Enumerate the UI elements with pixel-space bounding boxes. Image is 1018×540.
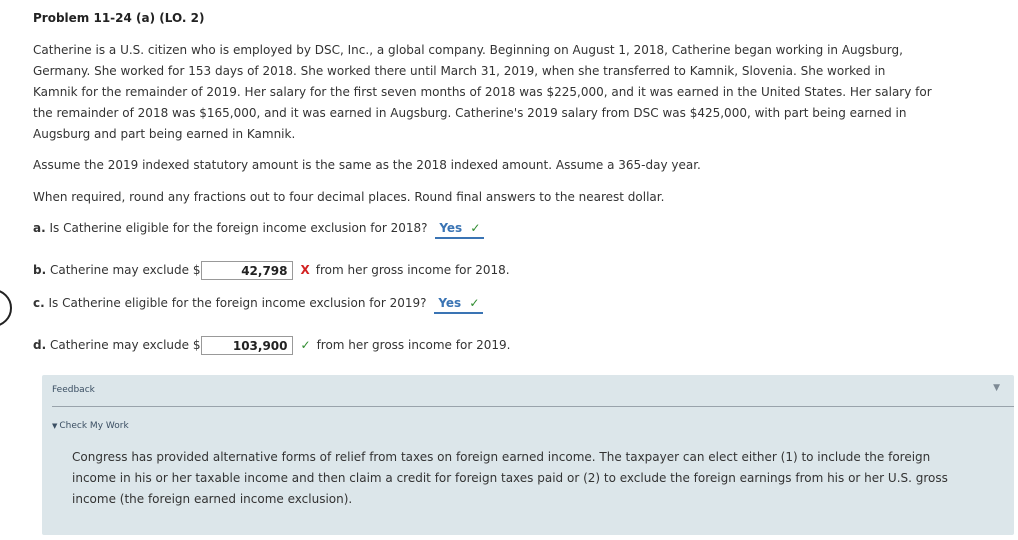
question-b-input[interactable]: 42,798: [201, 261, 293, 280]
question-d-letter: d.: [33, 338, 47, 352]
question-b-prefix: Catherine may exclude $: [49, 263, 201, 277]
circle-indicator: [0, 289, 12, 327]
feedback-divider: [52, 406, 1014, 407]
problem-description: Catherine is a U.S. citizen who is employed by DSC, Inc., a global company. Beginning on August 1, 2018, Catherine began working in Augsburg, Germany. She worked for 153 days of 2018. She worked there until March 31, 2019, when she transferred to Kamnik, Slovenia. She worked in Kamnik for the remainder of 2019. Her salary for the first seven months of 2018 was $225,000, and it was earned in the United States. Her salary for the remainder of 2018 was $165,000, and it was earned in Augsburg. Catherine's 2019 salary from DSC was $425,000, with part being earned in Augsburg and part being earned in Kamnik.: [33, 43, 932, 141]
feedback-body: Congress has provided alternative forms of relief from taxes on foreign earned income. The taxpayer can elect either (1) to include the foreign income in his or her taxable income and then claim a credit for foreign taxes paid or (2) to exclude the foreign earnings from his or her U.S. gross income (the foreign earned income exclusion).: [72, 450, 948, 506]
question-a-text: Is Catherine eligible for the foreign income exclusion for 2018?: [49, 221, 428, 235]
question-c-text: Is Catherine eligible for the foreign income exclusion for 2019?: [48, 296, 427, 310]
question-b: [33, 261, 510, 280]
question-c-letter: c.: [33, 296, 45, 310]
collapse-caret-icon[interactable]: ▼: [993, 383, 1000, 393]
question-c-answer-select[interactable]: [434, 296, 483, 314]
correct-check-icon: ✓: [469, 296, 480, 310]
correct-check-icon: ✓: [470, 221, 481, 235]
question-c: [33, 296, 483, 314]
question-d-prefix: Catherine may exclude $: [49, 338, 201, 352]
expand-triangle-icon: ▼: [52, 422, 58, 430]
assumption-text: Assume the 2019 indexed statutory amount is the same as the 2018 indexed amount. Assume a 365-day year.: [33, 158, 701, 172]
correct-check-icon: ✓: [300, 338, 311, 352]
feedback-label: Feedback: [52, 385, 95, 395]
feedback-panel: [42, 375, 1014, 535]
question-a-answer-select[interactable]: [435, 221, 484, 239]
incorrect-x-icon: X: [300, 263, 310, 277]
rounding-instructions: When required, round any fractions out to four decimal places. Round final answers to the nearest dollar.: [33, 190, 665, 204]
check-my-work-label: Check My Work: [59, 421, 129, 431]
question-d-suffix: from her gross income for 2019.: [316, 338, 511, 352]
question-a-answer: Yes: [439, 221, 463, 235]
question-b-suffix: from her gross income for 2018.: [315, 263, 510, 277]
check-my-work-toggle[interactable]: [52, 421, 129, 431]
question-b-letter: b.: [33, 263, 47, 277]
question-c-answer: Yes: [438, 296, 462, 310]
problem-title: Problem 11-24 (a) (LO. 2): [33, 11, 205, 25]
question-d: [33, 336, 510, 355]
question-d-input[interactable]: 103,900: [201, 336, 293, 355]
question-a: [33, 221, 484, 239]
question-a-letter: a.: [33, 221, 46, 235]
